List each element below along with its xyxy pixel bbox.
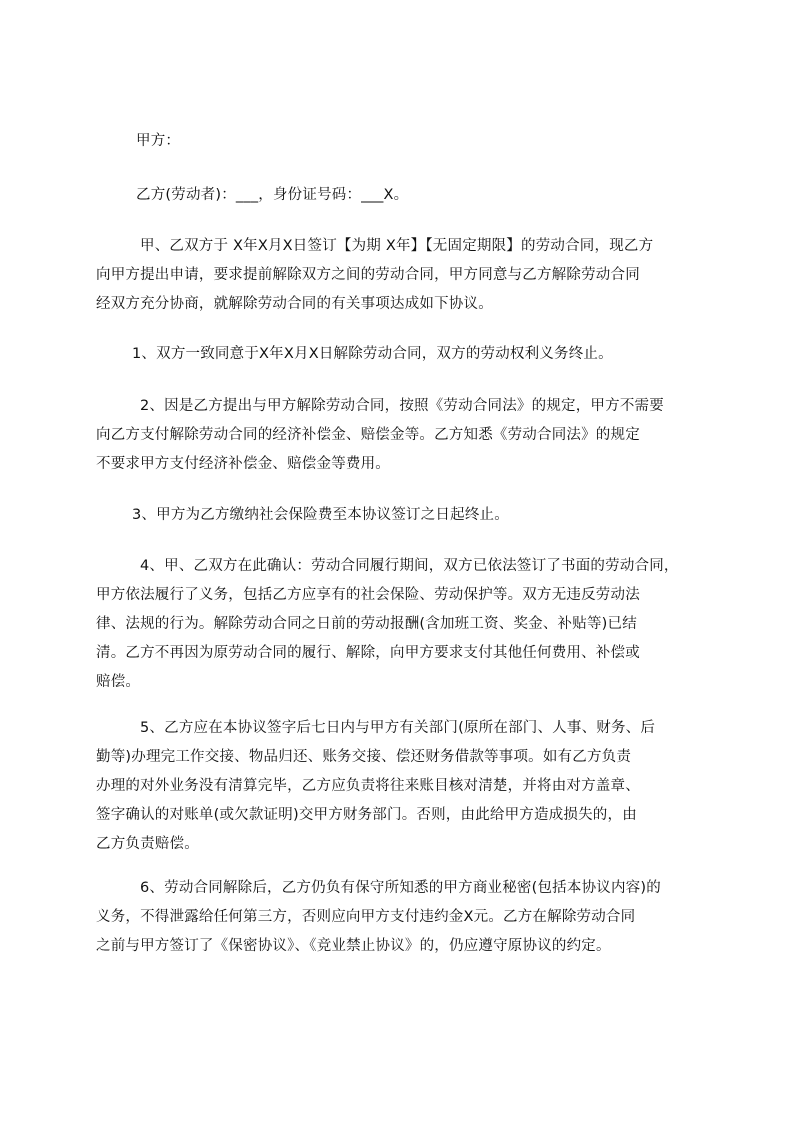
clause-line: 赔偿。 [96, 674, 141, 690]
clause-line: 1、双方一致同意于X年X月X日解除劳动合同，双方的劳动权利义务终止。 [132, 346, 613, 362]
party-a-line [96, 127, 726, 156]
clause-line: 4、甲、乙双方在此确认：劳动合同履行期间，双方已依法签订了书面的劳动合同， [140, 558, 679, 574]
clause-6 [96, 874, 726, 961]
clause-line: 清。乙方不再因为原劳动合同的履行、解除，向甲方要求支付其他任何费用、补偿或 [96, 645, 640, 661]
clause-line: 之前与甲方签订了《保密协议》、《竞业禁止协议》的，仍应遵守原协议的约定。 [96, 938, 611, 954]
clause-line: 办理的对外业务没有清算完毕，乙方应负责将往来账目核对清楚，并将由对方盖章、 [96, 778, 640, 794]
clause-line: 义务，不得泄露给任何第三方，否则应向甲方支付违约金X元。乙方在解除劳动合同 [96, 909, 636, 925]
clause-line: 3、甲方为乙方缴纳社会保险费至本协议签订之日起终止。 [132, 507, 509, 523]
party-a-label: 甲方： [136, 133, 181, 149]
clause-1 [96, 340, 726, 369]
clause-line: 向乙方支付解除劳动合同的经济补偿金、赔偿金等。乙方知悉《劳动合同法》的规定 [96, 427, 640, 443]
paragraph-line: 经双方充分协商，就解除劳动合同的有关事项达成如下协议。 [96, 296, 493, 312]
paragraph-line: 向甲方提出申请，要求提前解除双方之间的劳动合同，甲方同意与乙方解除劳动合同 [96, 267, 640, 283]
intro-paragraph [96, 232, 726, 319]
party-b-line [96, 181, 726, 210]
clause-line: 2、因是乙方提出与甲方解除劳动合同，按照《劳动合同法》的规定，甲方不需要 [140, 398, 664, 414]
clause-2 [96, 392, 726, 479]
clause-line: 勤等)办理完工作交接、物品归还、账务交接、偿还财务借款等事项。如有乙方负责 [96, 749, 632, 765]
clause-line: 签字确认的对账单(或欠款证明)交甲方财务部门。否则，由此给甲方造成损失的，由 [96, 807, 637, 823]
party-b-label: 乙方(劳动者)：___，身份证号码：___X。 [136, 187, 409, 203]
paragraph-line: 甲、乙双方于 X年X月X日签订【为期 X年】【无固定期限】的劳动合同，现乙方 [140, 238, 654, 254]
clause-5 [96, 714, 726, 859]
clause-line: 甲方依法履行了义务，包括乙方应享有的社会保险、劳动保护等。双方无违反劳动法 [96, 587, 640, 603]
clause-line: 5、乙方应在本协议签字后七日内与甲方有关部门(原所在部门、人事、财务、后 [140, 720, 656, 736]
clause-4 [96, 552, 726, 697]
clause-line: 6、劳动合同解除后，乙方仍负有保守所知悉的甲方商业秘密(包括本协议内容)的 [140, 880, 661, 896]
clause-line: 不要求甲方支付经济补偿金、赔偿金等费用。 [96, 456, 390, 472]
clause-line: 律、法规的行为。解除劳动合同之日前的劳动报酬(含加班工资、奖金、补贴等)已结 [96, 616, 637, 632]
clause-line: 乙方负责赔偿。 [96, 836, 199, 852]
clause-3 [96, 501, 726, 530]
